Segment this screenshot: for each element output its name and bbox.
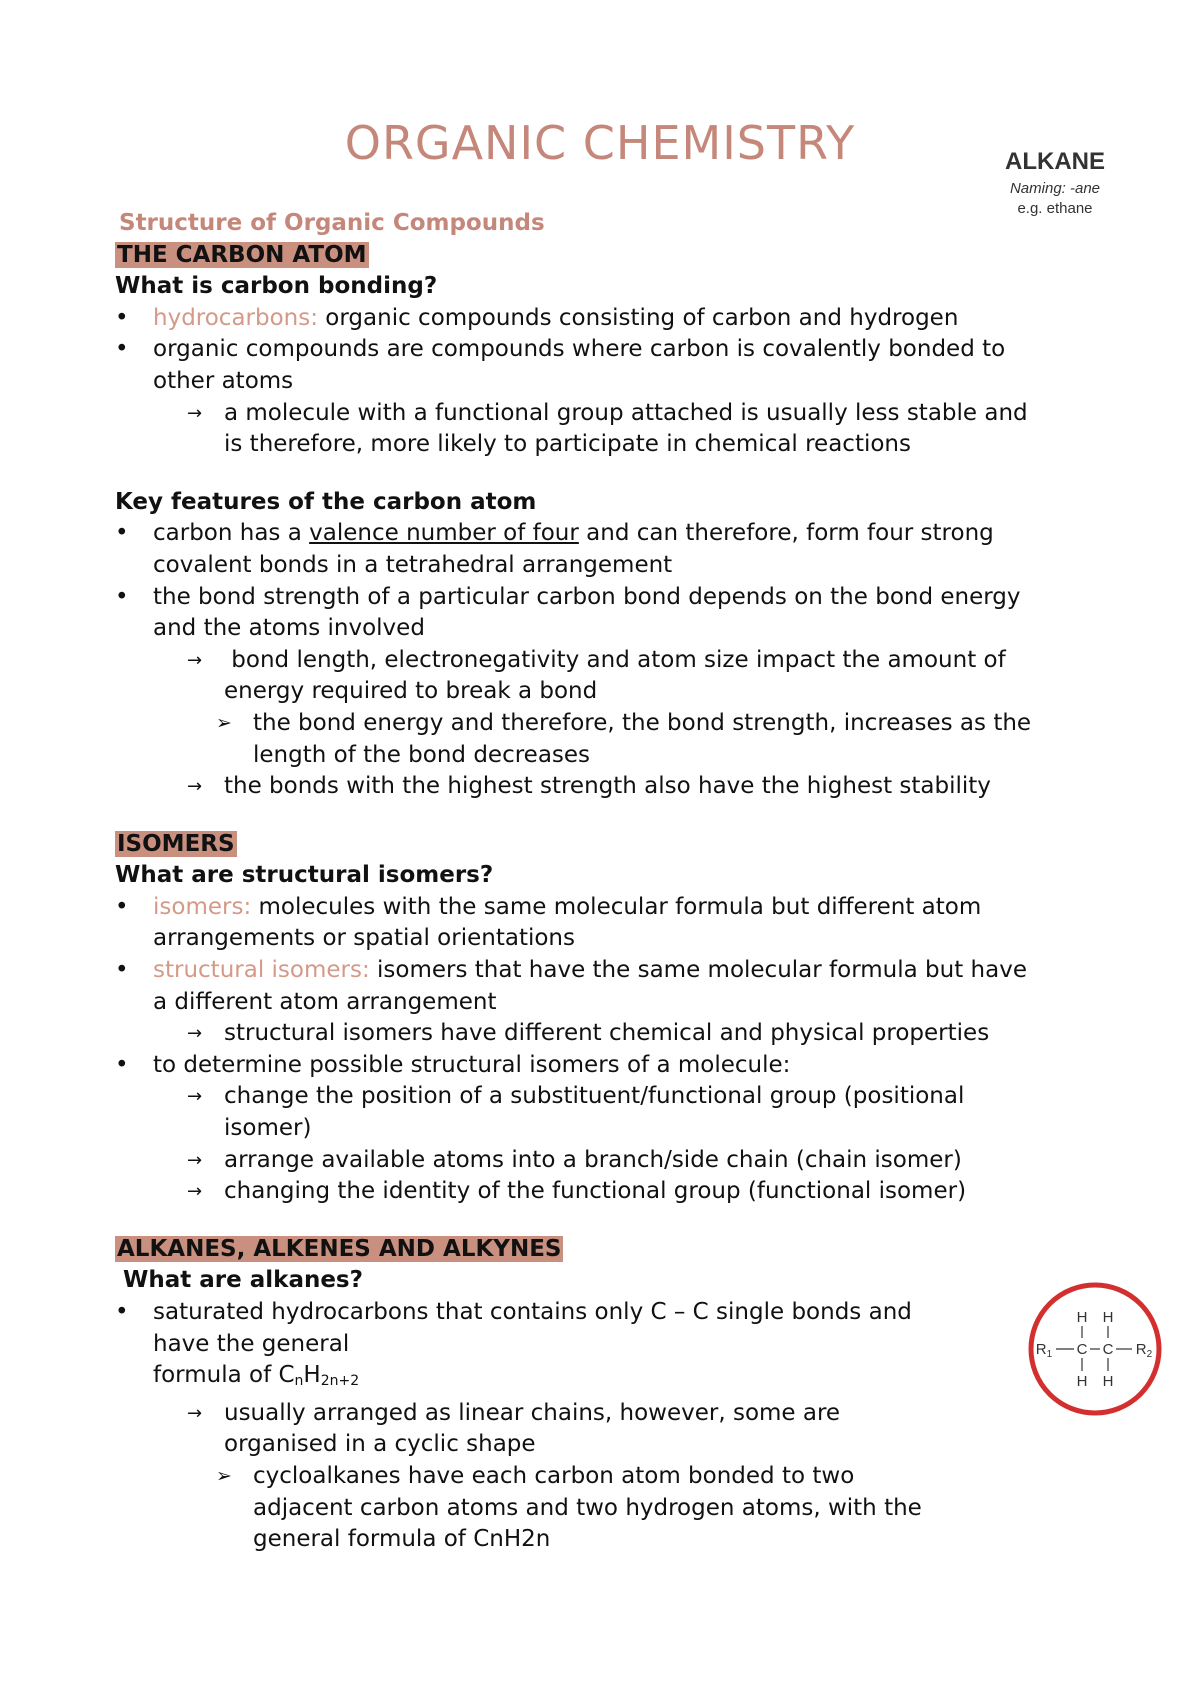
arrow-icon: → — [187, 776, 203, 798]
list-item-text: carbon has a — [153, 520, 310, 547]
list-item — [115, 582, 1095, 614]
sub-list-item — [115, 1081, 1095, 1113]
arrow-icon: → — [187, 402, 203, 424]
bullet-icon: • — [115, 304, 129, 331]
sub-sub-list-item-continued: adjacent carbon atoms and two hydrogen atoms, with the — [253, 1494, 922, 1521]
list-item — [115, 303, 1095, 335]
formula-line — [115, 1360, 1095, 1398]
list-item-text: saturated hydrocarbons that contains only C – C single bonds and — [153, 1299, 912, 1325]
list-item — [115, 334, 1095, 366]
arrow-icon: → — [187, 1181, 203, 1203]
bullet-icon: • — [115, 583, 129, 610]
sub-list-item — [115, 771, 1095, 803]
diagram-example: e.g. ethane — [1017, 200, 1093, 217]
question-carbon-bonding: What is carbon bonding? — [115, 273, 438, 300]
bullet-icon: • — [115, 1051, 129, 1078]
list-item — [115, 518, 1095, 550]
sub-list-item — [115, 398, 1095, 430]
question-key-features: Key features of the carbon atom — [115, 488, 537, 515]
sub-list-item-text: bond length, electronegativity and atom size impact the amount of — [224, 646, 1006, 673]
sub-list-item-continued: energy required to break a bond — [224, 678, 598, 705]
diagram-naming: Naming: -ane — [1009, 180, 1101, 197]
sub-list-item-text: the bonds with the highest strength also have the highest stability — [224, 773, 991, 800]
formula-text: H — [303, 1362, 321, 1389]
arrow-icon: → — [187, 1086, 203, 1108]
list-item — [115, 1297, 1095, 1329]
list-item-text: organic compounds are compounds where carbon is covalently bonded to — [153, 336, 1006, 363]
list-item-text: and can therefore, form four strong — [578, 520, 994, 547]
list-item-text: the bond strength of a particular carbon bond depends on the bond energy — [153, 583, 1021, 610]
sub-sub-list-item — [115, 708, 1095, 740]
heading-carbon-atom: THE CARBON ATOM — [117, 241, 367, 268]
underlined-term: valence number of four — [309, 520, 579, 547]
sub-list-item-text: changing the identity of the functional group (functional isomer) — [224, 1178, 967, 1205]
bond-lines — [1056, 1326, 1132, 1371]
term-structural-isomers: structural isomers: — [153, 957, 370, 984]
sub-sub-list-item-text: the bond energy and therefore, the bond strength, increases as the — [253, 709, 1032, 736]
diagram-label-alkane: ALKANE — [1005, 148, 1105, 175]
r1-group: $R_1$ — [1035, 1341, 1053, 1360]
sub-sub-list-item-continued: length of the bond decreases — [253, 741, 591, 768]
alkane-structure-diagram — [1020, 1274, 1170, 1424]
bullet-icon: • — [115, 893, 129, 920]
bullet-icon: • — [115, 336, 129, 363]
sub-list-item — [115, 645, 1095, 677]
formula-text: formula of C — [153, 1362, 295, 1389]
list-item-text: molecules with the same molecular formula but different atom — [251, 893, 982, 920]
sub-sub-list-item-continued: general formula of CnH2n — [253, 1526, 551, 1553]
sub-list-item — [115, 1398, 1095, 1430]
sub-list-item-continued: isomer) — [224, 1115, 312, 1142]
list-item-continued: and the atoms involved — [153, 615, 425, 642]
sub-list-item-continued: organised in a cyclic shape — [224, 1431, 536, 1458]
list-item — [115, 892, 1095, 924]
list-item — [115, 1050, 1095, 1082]
sub-list-item-text: structural isomers have different chemical and physical properties — [224, 1020, 990, 1047]
question-alkanes: What are alkanes? — [115, 1267, 363, 1294]
carbon-atom: C — [1076, 1341, 1088, 1358]
sub-list-item — [115, 1176, 1095, 1208]
bullet-icon: • — [115, 957, 129, 984]
term-hydrocarbons: hydrocarbons: — [153, 304, 318, 331]
sub-list-item-text: usually arranged as linear chains, however, some are — [224, 1399, 841, 1426]
arrow-icon: → — [187, 649, 203, 671]
sub-list-item-continued: is therefore, more likely to participate in chemical reactions — [224, 431, 911, 458]
list-item-text: isomers that have the same molecular formula but have — [369, 957, 1027, 984]
hydrogen-atom: H — [1102, 1309, 1114, 1326]
list-item-continued: arrangements or spatial orientations — [153, 925, 575, 952]
heading-isomers: ISOMERS — [117, 830, 235, 857]
hydrogen-atom: H — [1076, 1373, 1088, 1390]
arrow-icon: → — [187, 1023, 203, 1045]
list-item — [115, 955, 1095, 987]
list-item-continued: a different atom arrangement — [153, 988, 497, 1015]
page-title: ORGANIC CHEMISTRY — [344, 116, 856, 170]
arrow-icon: → — [187, 1402, 203, 1424]
list-item-text: organic compounds consisting of carbon and hydrogen — [318, 304, 959, 331]
list-item-continued: covalent bonds in a tetrahedral arrangement — [153, 551, 673, 578]
sub-sub-list-item — [115, 1461, 1095, 1493]
chevron-icon: ➢ — [216, 711, 232, 734]
formula-subscript: 2n+2 — [320, 1373, 360, 1390]
term-isomers: isomers: — [153, 893, 252, 920]
bullet-icon: • — [115, 520, 129, 547]
r2-group: $R_2$ — [1135, 1341, 1153, 1360]
section-subtitle: Structure of Organic Compounds — [119, 210, 545, 236]
list-item-continued: other atoms — [153, 367, 294, 394]
sub-list-item-text: change the position of a substituent/functional group (positional — [224, 1083, 965, 1110]
document-body — [115, 208, 1095, 1556]
hydrogen-atom: H — [1076, 1309, 1088, 1326]
sub-list-item-text: a molecule with a functional group attached is usually less stable and — [224, 399, 1028, 426]
sub-list-item-text: arrange available atoms into a branch/side chain (chain isomer) — [224, 1146, 962, 1173]
list-item-continued: have the general — [153, 1330, 350, 1357]
hydrogen-atom: H — [1102, 1373, 1114, 1390]
bullet-icon: • — [115, 1299, 129, 1325]
question-structural-isomers: What are structural isomers? — [115, 862, 494, 889]
sub-sub-list-item-text: cycloalkanes have each carbon atom bonded to two — [253, 1462, 855, 1489]
sub-list-item — [115, 1145, 1095, 1177]
heading-alkanes-alkenes-alkynes: ALKANES, ALKENES AND ALKYNES — [117, 1235, 562, 1262]
list-item-text: to determine possible structural isomers of a molecule: — [153, 1051, 791, 1078]
arrow-icon: → — [187, 1149, 203, 1171]
sub-list-item — [115, 1018, 1095, 1050]
formula-subscript: n — [294, 1373, 304, 1390]
chevron-icon: ➢ — [216, 1464, 232, 1487]
carbon-atom: C — [1102, 1341, 1114, 1358]
